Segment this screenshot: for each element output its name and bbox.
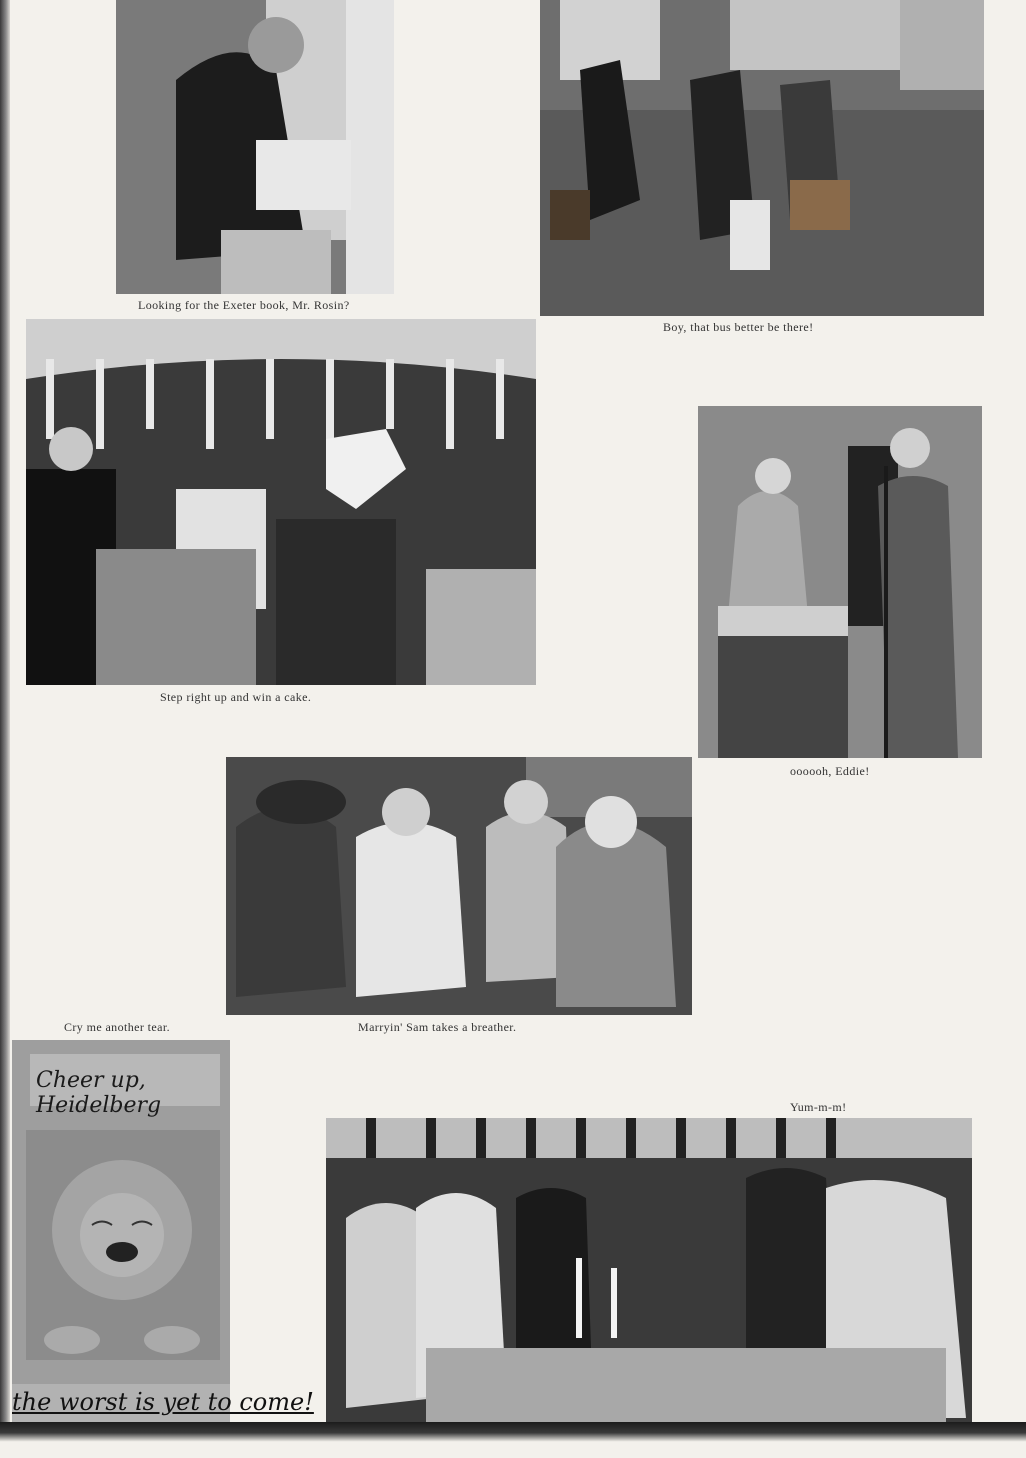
caption-tear: Cry me another tear.	[64, 1020, 170, 1034]
photo-exeter-book	[116, 0, 394, 294]
caption-exeter-book: Looking for the Exeter book, Mr. Rosin?	[138, 298, 350, 312]
photo-buffet	[326, 1118, 972, 1422]
page-bottom-edge	[0, 1422, 1026, 1458]
photo-marryin-sam-scene	[226, 757, 692, 1015]
caption-cake: Step right up and win a cake.	[160, 690, 312, 704]
poster-bottom-text: the worst is yet to come!	[12, 1388, 314, 1416]
page-binding-edge	[0, 0, 10, 1430]
photo-exeter-book-scene	[116, 0, 394, 294]
photo-eddie	[698, 406, 982, 758]
photo-bus-scene	[540, 0, 984, 316]
photo-bus	[540, 0, 984, 316]
photo-buffet-scene	[326, 1118, 972, 1422]
caption-bus: Boy, that bus better be there!	[663, 320, 814, 334]
poster-top-text: Cheer up, Heidelberg	[36, 1068, 162, 1118]
photo-poster	[12, 1040, 314, 1422]
caption-marryin-sam: Marryin' Sam takes a breather.	[358, 1020, 517, 1034]
caption-yum: Yum-m-m!	[790, 1100, 847, 1114]
photo-carousel-cake	[26, 319, 536, 685]
photo-eddie-scene	[698, 406, 982, 758]
photo-marryin-sam	[226, 757, 692, 1015]
photo-carousel-scene	[26, 319, 536, 685]
caption-eddie: oooooh, Eddie!	[790, 764, 870, 778]
